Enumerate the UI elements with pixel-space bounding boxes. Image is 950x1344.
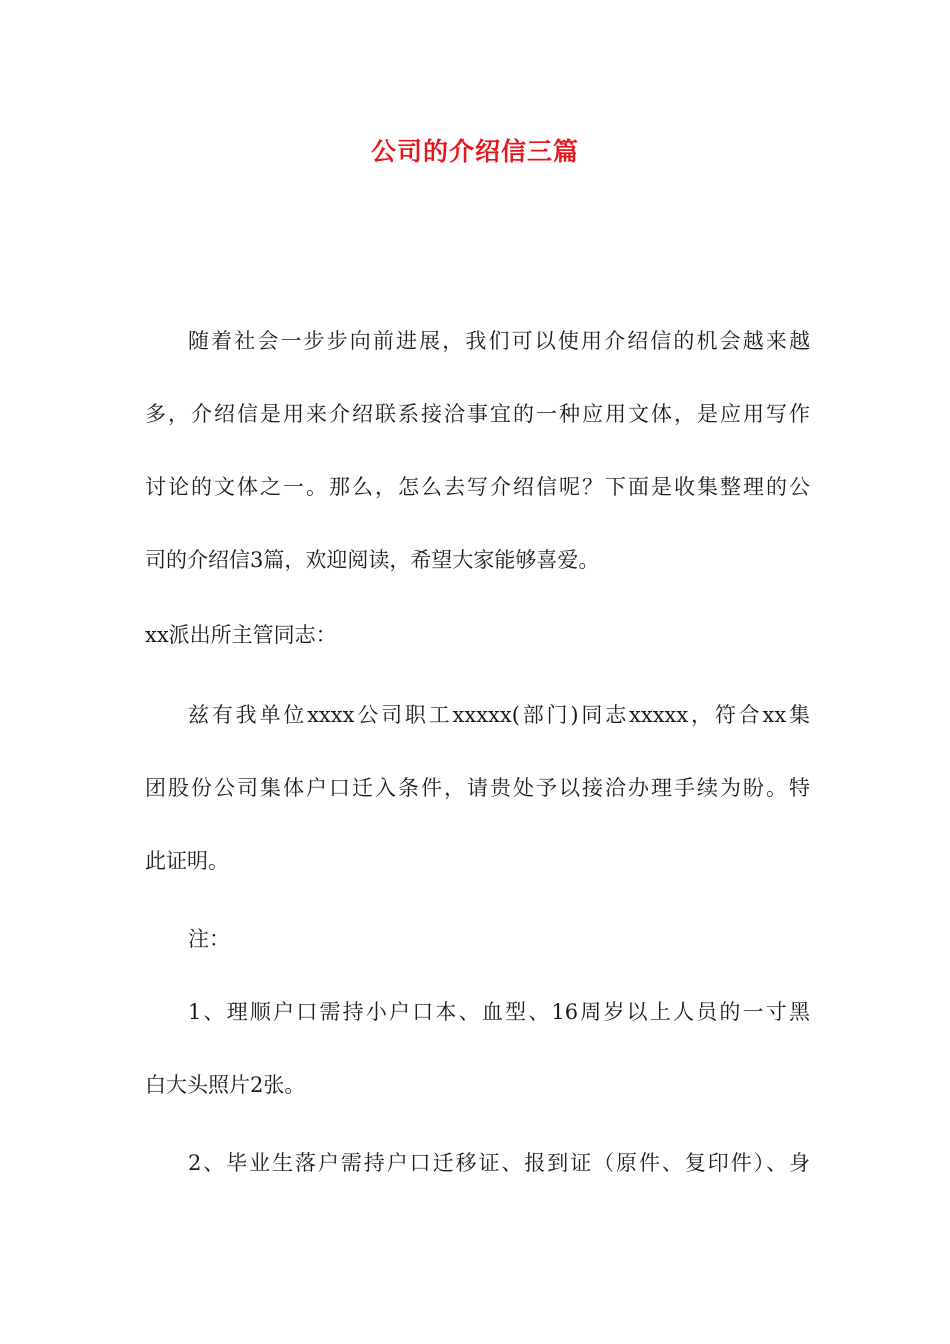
note-item-line: 2、毕业生落户需持户口迁移证、报到证（原件、复印件）、身 — [188, 1151, 810, 1175]
document-title: 公司的介绍信三篇 — [370, 137, 579, 166]
paragraph-line: 司的介绍信3篇，欢迎阅读，希望大家能够喜爱。 — [145, 548, 600, 572]
salutation-line: xx派出所主管同志： — [145, 623, 337, 647]
paragraph-line: 讨论的文体之一。那么，怎么去写介绍信呢？下面是收集整理的公 — [145, 475, 810, 499]
paragraph-line: 多，介绍信是用来介绍联系接洽事宜的一种应用文体，是应用写作 — [145, 402, 810, 426]
note-item-line: 1、理顺户口需持小户口本、血型、16周岁以上人员的一寸黑 — [188, 1000, 810, 1024]
note-item-line: 白大头照片2张。 — [145, 1073, 306, 1097]
paragraph-line: 兹有我单位xxxx公司职工xxxxx(部门)同志xxxxx，符合xx集 — [188, 703, 810, 727]
paragraph-line: 团股份公司集体户口迁入条件，请贵处予以接洽办理手续为盼。特 — [145, 776, 810, 800]
paragraph-line: 随着社会一步步向前进展，我们可以使用介绍信的机会越来越 — [188, 329, 810, 353]
note-heading: 注： — [188, 927, 230, 951]
paragraph-line: 此证明。 — [145, 849, 229, 873]
